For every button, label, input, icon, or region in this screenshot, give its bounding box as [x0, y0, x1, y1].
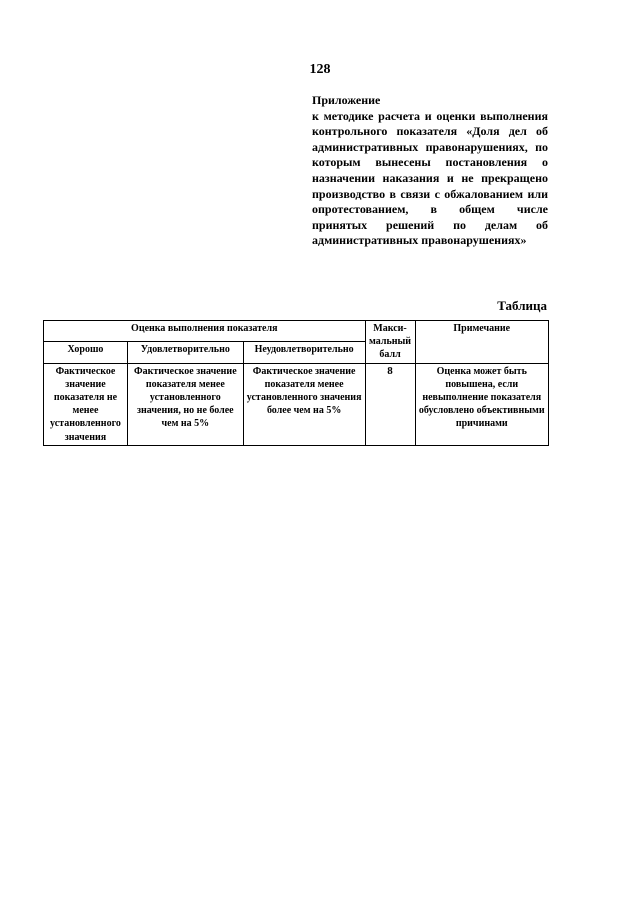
cell-note: Оценка может быть повышена, если невыполнение показателя обусловлено объективными причинами — [415, 363, 548, 445]
cell-max-score: 8 — [365, 363, 415, 445]
table-row — [44, 363, 549, 445]
note-header: Примечание — [415, 321, 548, 364]
max-score-header: Макси-мальный балл — [365, 321, 415, 364]
column-header-good: Хорошо — [44, 342, 128, 363]
appendix-block — [312, 93, 548, 249]
appendix-body: к методике расчета и оценки выполнения контрольного показателя «Доля дел об административных правонарушениях, по которым вынесены постановления о назначении наказания и не прекращено производство в связи с обжалованием или опротестованием, в общем числе принятых решений по делам об административных правонарушениях» — [312, 108, 548, 248]
column-header-satisfactory: Удовлетворительно — [127, 342, 243, 363]
column-header-unsatisfactory: Неудовлетворительно — [243, 342, 365, 363]
cell-satisfactory: Фактическое значение показателя менее установленного значения, но не более чем на 5% — [127, 363, 243, 445]
grade-table — [43, 320, 549, 446]
appendix-title: Приложение — [312, 93, 381, 107]
page-number: 128 — [309, 62, 331, 77]
cell-unsatisfactory: Фактическое значение показателя менее установленного значения более чем на 5% — [243, 363, 365, 445]
cell-good: Фактическое значение показателя не менее установленного значения — [44, 363, 128, 445]
table-header-row — [44, 321, 549, 342]
group-header: Оценка выполнения показателя — [44, 321, 366, 342]
table-label: Таблица — [497, 298, 547, 313]
